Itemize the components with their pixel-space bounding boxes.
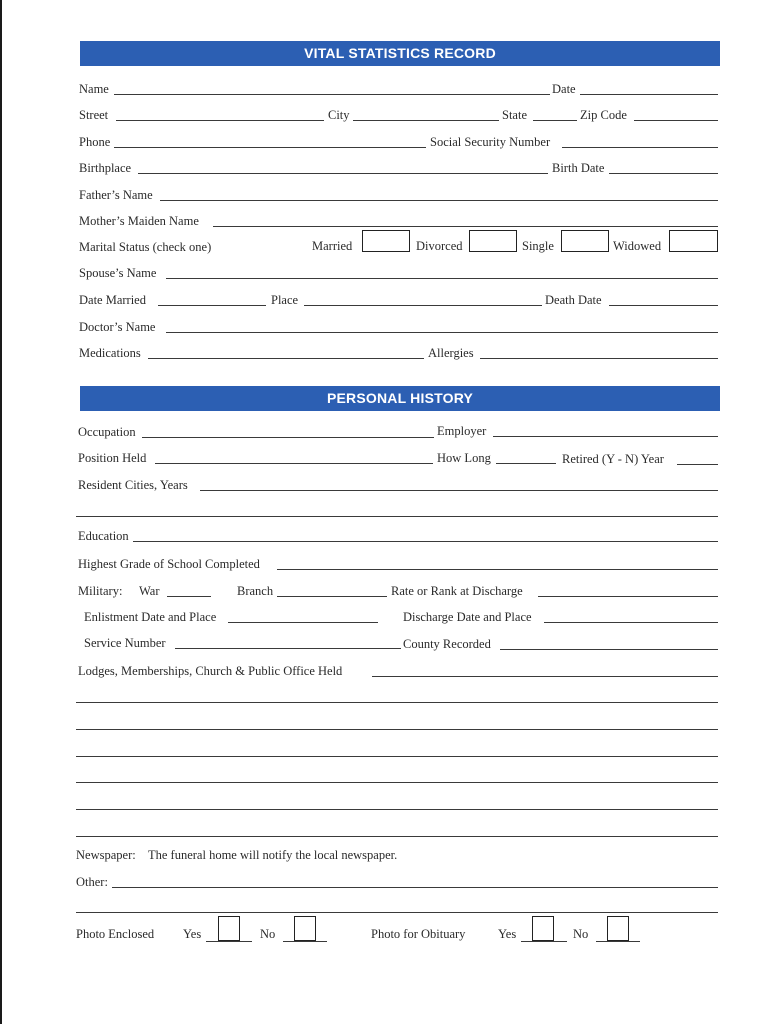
- how-long-field[interactable]: [496, 463, 556, 464]
- date-married-field[interactable]: [158, 305, 266, 306]
- street-label: Street: [79, 108, 109, 122]
- mother-maiden-name-field[interactable]: [213, 226, 718, 227]
- position-held-label: Position Held: [78, 451, 147, 465]
- city-label: City: [328, 108, 350, 122]
- war-field[interactable]: [167, 596, 211, 597]
- lodges-label: Lodges, Memberships, Church & Public Office Held: [78, 664, 343, 678]
- other-line-2[interactable]: [76, 912, 718, 913]
- position-held-field[interactable]: [155, 463, 433, 464]
- photo-enclosed-yes-checkbox[interactable]: [218, 916, 240, 941]
- phone-field[interactable]: [114, 147, 426, 148]
- resident-cities-label: Resident Cities, Years: [78, 478, 188, 492]
- photo-enclosed-no-underline: [283, 941, 327, 942]
- medications-field[interactable]: [148, 358, 424, 359]
- enlistment-field[interactable]: [228, 622, 378, 623]
- newspaper-label: Newspaper:: [76, 848, 136, 862]
- city-field[interactable]: [353, 120, 499, 121]
- photo-obituary-yes-checkbox[interactable]: [532, 916, 554, 941]
- resident-cities-line-2[interactable]: [76, 516, 718, 517]
- employer-label: Employer: [437, 424, 487, 438]
- photo-obituary-yes-label: Yes: [498, 927, 517, 941]
- widowed-checkbox[interactable]: [669, 230, 718, 252]
- war-label: War: [139, 584, 160, 598]
- enlistment-label: Enlistment Date and Place: [84, 610, 217, 624]
- photo-obituary-no-underline: [596, 941, 640, 942]
- highest-grade-label: Highest Grade of School Completed: [78, 557, 260, 571]
- divorced-checkbox[interactable]: [469, 230, 517, 252]
- retired-field[interactable]: [677, 464, 718, 465]
- date-field[interactable]: [580, 94, 718, 95]
- ssn-label: Social Security Number: [430, 135, 551, 149]
- branch-label: Branch: [237, 584, 274, 598]
- resident-cities-field[interactable]: [200, 490, 718, 491]
- mother-maiden-name-label: Mother’s Maiden Name: [79, 214, 199, 228]
- lodges-line-2[interactable]: [76, 702, 718, 703]
- lodges-line-7[interactable]: [76, 836, 718, 837]
- birthplace-label: Birthplace: [79, 161, 132, 175]
- occupation-label: Occupation: [78, 425, 136, 439]
- rank-label: Rate or Rank at Discharge: [391, 584, 523, 598]
- marital-status-label: Marital Status (check one): [79, 240, 212, 254]
- date-label: Date: [552, 82, 576, 96]
- birth-date-label: Birth Date: [552, 161, 605, 175]
- rank-field[interactable]: [538, 596, 718, 597]
- medications-label: Medications: [79, 346, 141, 360]
- photo-enclosed-yes-label: Yes: [183, 927, 202, 941]
- lodges-line-5[interactable]: [76, 782, 718, 783]
- father-name-label: Father’s Name: [79, 188, 153, 202]
- service-number-field[interactable]: [175, 648, 401, 649]
- branch-field[interactable]: [277, 596, 387, 597]
- single-checkbox[interactable]: [561, 230, 609, 252]
- newspaper-note: The funeral home will notify the local newspaper.: [148, 848, 398, 862]
- county-recorded-label: County Recorded: [403, 637, 491, 651]
- death-date-field[interactable]: [609, 305, 718, 306]
- military-label: Military:: [78, 584, 123, 598]
- state-field[interactable]: [533, 120, 577, 121]
- birthplace-field[interactable]: [138, 173, 548, 174]
- vital-statistics-header: VITAL STATISTICS RECORD: [80, 41, 720, 66]
- lodges-line-4[interactable]: [76, 756, 718, 757]
- photo-obituary-no-label: No: [573, 927, 589, 941]
- discharge-label: Discharge Date and Place: [403, 610, 532, 624]
- married-label: Married: [312, 239, 353, 253]
- how-long-label: How Long: [437, 451, 491, 465]
- zip-label: Zip Code: [580, 108, 627, 122]
- lodges-field[interactable]: [372, 676, 718, 677]
- zip-field[interactable]: [634, 120, 718, 121]
- allergies-label: Allergies: [428, 346, 474, 360]
- ssn-field[interactable]: [562, 147, 718, 148]
- street-field[interactable]: [116, 120, 324, 121]
- photo-enclosed-label: Photo Enclosed: [76, 927, 155, 941]
- photo-enclosed-no-label: No: [260, 927, 276, 941]
- birth-date-field[interactable]: [609, 173, 718, 174]
- retired-label: Retired (Y - N) Year: [562, 452, 664, 466]
- county-recorded-field[interactable]: [500, 649, 718, 650]
- doctor-name-label: Doctor’s Name: [79, 320, 156, 334]
- photo-enclosed-yes-underline: [206, 941, 252, 942]
- divorced-label: Divorced: [416, 239, 463, 253]
- name-label: Name: [79, 82, 109, 96]
- other-label: Other:: [76, 875, 108, 889]
- education-field[interactable]: [133, 541, 718, 542]
- death-date-label: Death Date: [545, 293, 602, 307]
- place-field[interactable]: [304, 305, 542, 306]
- personal-history-header: PERSONAL HISTORY: [80, 386, 720, 411]
- photo-obituary-yes-underline: [521, 941, 567, 942]
- spouse-name-field[interactable]: [166, 278, 718, 279]
- phone-label: Phone: [79, 135, 111, 149]
- allergies-field[interactable]: [480, 358, 718, 359]
- spouse-name-label: Spouse’s Name: [79, 266, 157, 280]
- employer-field[interactable]: [493, 436, 718, 437]
- father-name-field[interactable]: [160, 200, 718, 201]
- married-checkbox[interactable]: [362, 230, 410, 252]
- doctor-name-field[interactable]: [166, 332, 718, 333]
- photo-enclosed-no-checkbox[interactable]: [294, 916, 316, 941]
- state-label: State: [502, 108, 527, 122]
- widowed-label: Widowed: [613, 239, 662, 253]
- date-married-label: Date Married: [79, 293, 146, 307]
- photo-obituary-label: Photo for Obituary: [371, 927, 466, 941]
- other-field[interactable]: [112, 887, 718, 888]
- discharge-field[interactable]: [544, 622, 718, 623]
- single-label: Single: [522, 239, 554, 253]
- name-field[interactable]: [114, 94, 550, 95]
- service-number-label: Service Number: [84, 636, 166, 650]
- occupation-field[interactable]: [142, 437, 434, 438]
- photo-obituary-no-checkbox[interactable]: [607, 916, 629, 941]
- lodges-line-6[interactable]: [76, 809, 718, 810]
- education-label: Education: [78, 529, 129, 543]
- page-left-border: [0, 0, 2, 1024]
- highest-grade-field[interactable]: [277, 569, 718, 570]
- lodges-line-3[interactable]: [76, 729, 718, 730]
- place-label: Place: [271, 293, 299, 307]
